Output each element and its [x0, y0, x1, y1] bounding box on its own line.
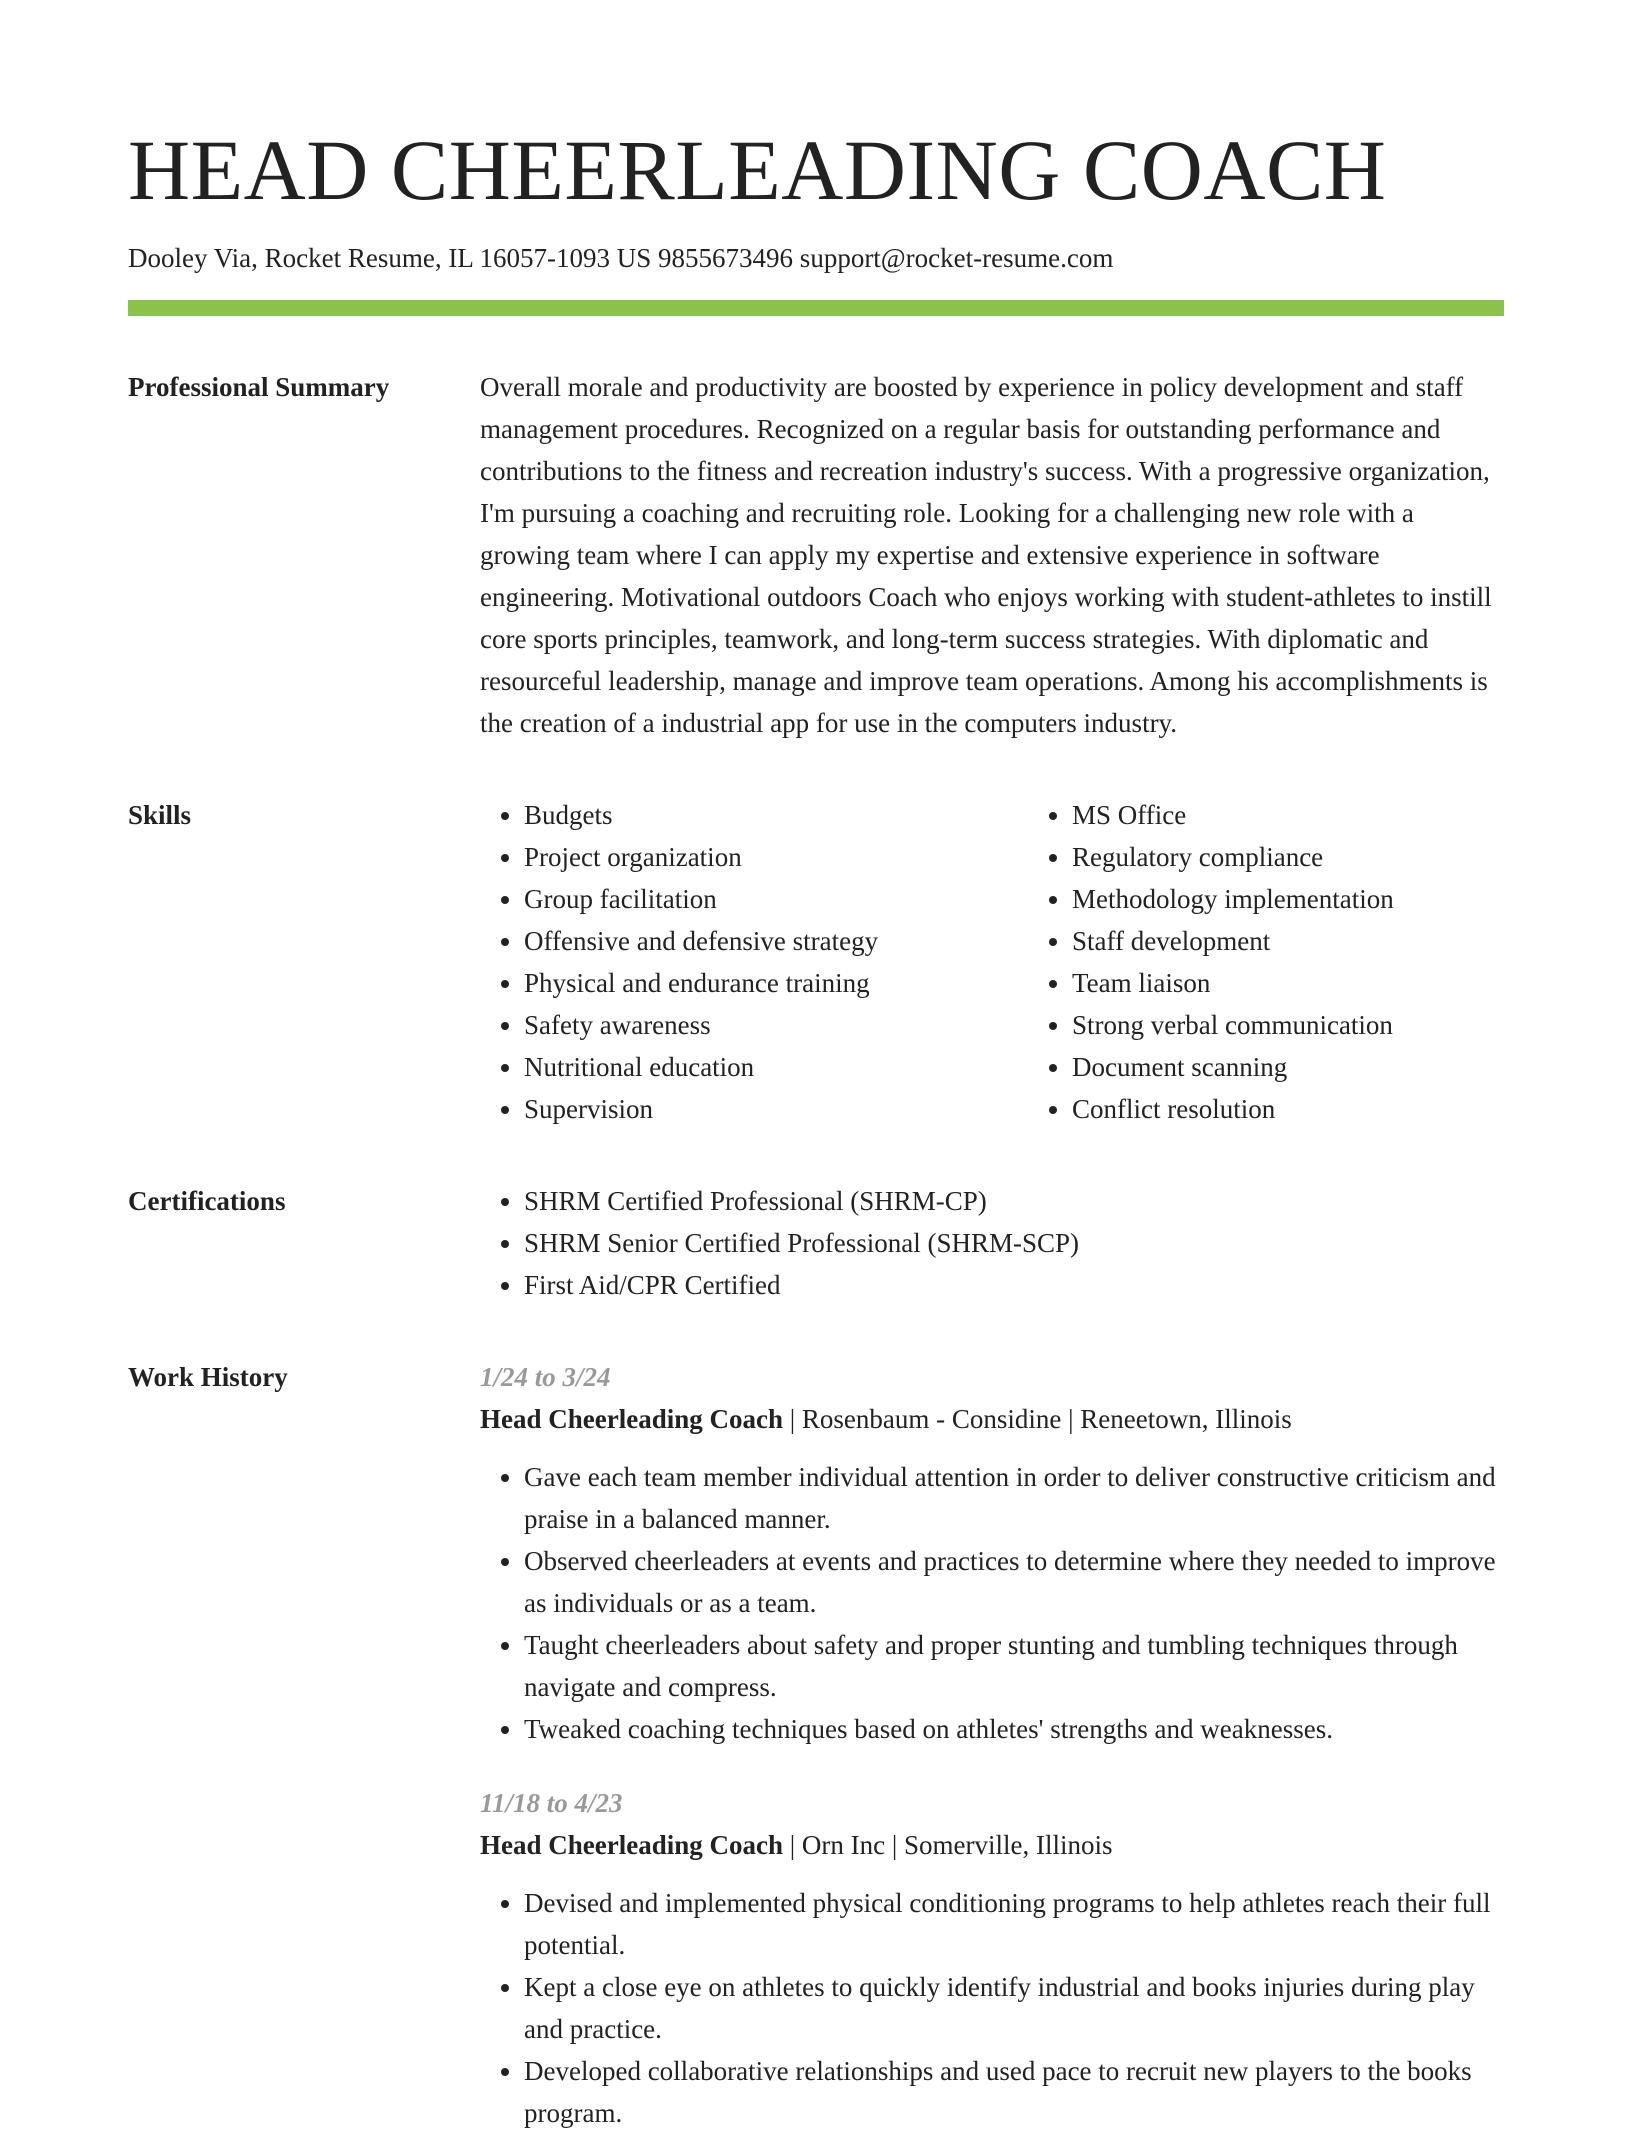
job-entry — [480, 1356, 1504, 1750]
job-bullet: • Developed collaborative relationships and used pace to recruit new players to the books program. — [524, 2050, 1504, 2134]
skill-item: • Methodology implementation — [1072, 878, 1576, 920]
skill-item: • Safety awareness — [524, 1004, 1028, 1046]
skill-item: • Staff development — [1072, 920, 1576, 962]
skill-item: • MS Office — [1072, 794, 1576, 836]
job-bullet: • Gave each team member individual attention in order to deliver constructive criticism and praise in a balanced manner. — [524, 1456, 1504, 1540]
skill-item: • Nutritional education — [524, 1046, 1028, 1088]
job-bullet: • Observed cheerleaders at events and practices to determine where they needed to improve as individuals or as a team. — [524, 1540, 1504, 1624]
job-entry — [480, 1782, 1504, 2134]
skill-item: • Offensive and defensive strategy — [524, 920, 1028, 962]
certification-item: • SHRM Senior Certified Professional (SHRM-SCP) — [524, 1222, 1504, 1264]
skill-item: • Supervision — [524, 1088, 1028, 1130]
section-label-summary: Professional Summary — [128, 372, 390, 402]
section-label-work-history: Work History — [128, 1362, 288, 1392]
skills-list-right — [1028, 794, 1576, 1130]
job-details: | Orn Inc | Somerville, Illinois — [783, 1830, 1113, 1860]
certification-item: • First Aid/CPR Certified — [524, 1264, 1504, 1306]
skills-list-left — [480, 794, 1028, 1130]
summary-section — [128, 366, 1504, 744]
skill-item: • Budgets — [524, 794, 1028, 836]
job-dates: 1/24 to 3/24 — [480, 1362, 611, 1392]
resume-title: HEAD CHEERLEADING COACH — [128, 122, 1387, 218]
work-history-section — [128, 1356, 1504, 2134]
job-bullets — [480, 1882, 1504, 2134]
job-bullet: • Kept a close eye on athletes to quickly identify industrial and books injuries during play and practice. — [524, 1966, 1504, 2050]
skills-section — [128, 794, 1504, 1130]
section-label-certifications: Certifications — [128, 1186, 286, 1216]
job-bullet: • Taught cheerleaders about safety and proper stunting and tumbling techniques through navigate and compress. — [524, 1624, 1504, 1708]
skill-item: • Regulatory compliance — [1072, 836, 1576, 878]
job-heading — [480, 1398, 1504, 1440]
job-bullets — [480, 1456, 1504, 1750]
skill-item: • Strong verbal communication — [1072, 1004, 1576, 1046]
contact-line: Dooley Via, Rocket Resume, IL 16057-1093 US 9855673496 support@rocket-resume.com — [128, 243, 1114, 273]
skill-item: • Group facilitation — [524, 878, 1028, 920]
job-bullet: • Tweaked coaching techniques based on athletes' strengths and weaknesses. — [524, 1708, 1504, 1750]
skill-item: • Physical and endurance training — [524, 962, 1028, 1004]
skill-item: • Project organization — [524, 836, 1028, 878]
job-title: Head Cheerleading Coach — [480, 1404, 783, 1434]
job-bullet: • Devised and implemented physical conditioning programs to help athletes reach their full potential. — [524, 1882, 1504, 1966]
accent-divider — [128, 300, 1504, 316]
skill-item: • Conflict resolution — [1072, 1088, 1576, 1130]
job-heading — [480, 1824, 1504, 1866]
certifications-list — [480, 1180, 1504, 1306]
certification-item: • SHRM Certified Professional (SHRM-CP) — [524, 1180, 1504, 1222]
job-dates: 11/18 to 4/23 — [480, 1788, 623, 1818]
certifications-section — [128, 1180, 1504, 1306]
skill-item: • Document scanning — [1072, 1046, 1576, 1088]
summary-text: Overall morale and productivity are boosted by experience in policy development and staff management procedures. Recognized on a regular basis for outstanding performance and contributions to the fitness and recreation industry's success. With a progressive organization, I'm pursuing a coaching and recruiting role. Looking for a challenging new role with a growing team where I can apply my expertise and extensive experience in software engineering. Motivational outdoors Coach who enjoys working with student-athletes to instill core sports principles, teamwork, and long-term success strategies. With diplomatic and resourceful leadership, manage and improve team operations. Among his accomplishments is the creation of a industrial app for use in the computers industry. — [480, 372, 1492, 738]
section-label-skills: Skills — [128, 800, 192, 830]
job-title: Head Cheerleading Coach — [480, 1830, 783, 1860]
skill-item: • Team liaison — [1072, 962, 1576, 1004]
job-details: | Rosenbaum - Considine | Reneetown, Illinois — [783, 1404, 1292, 1434]
